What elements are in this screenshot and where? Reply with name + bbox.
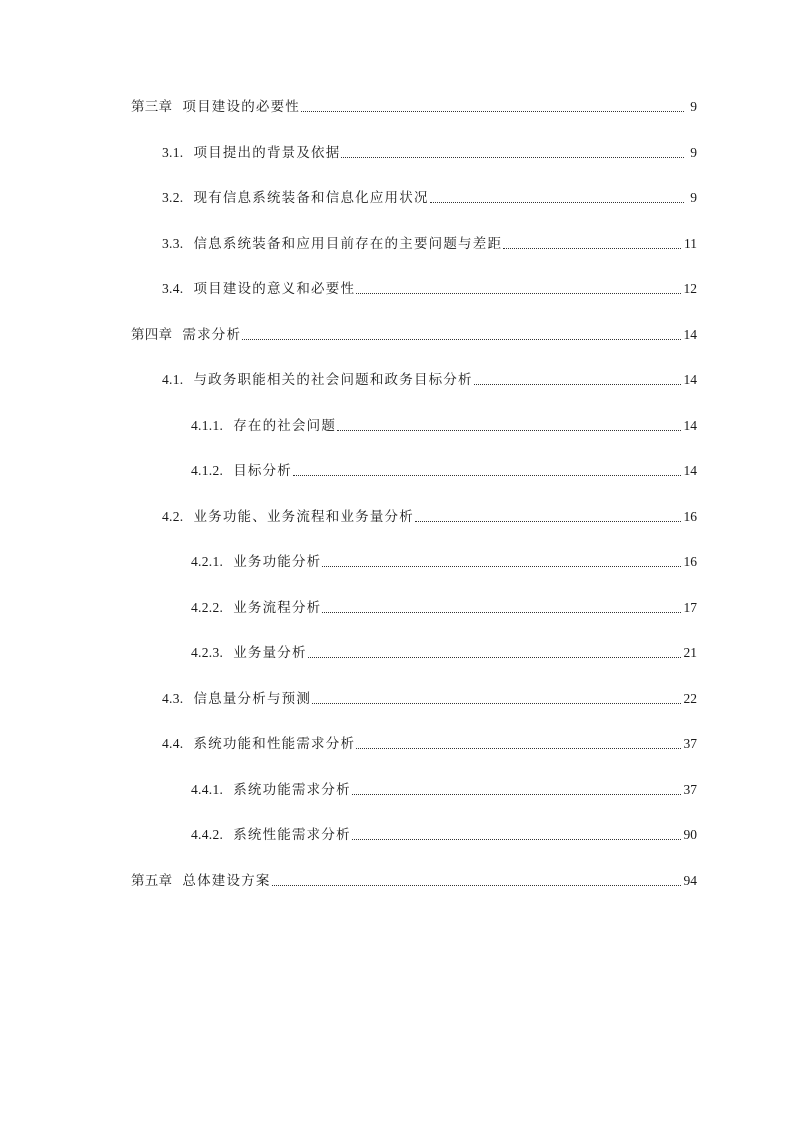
toc-entry-title: 系统功能和性能需求分析 xyxy=(193,736,356,751)
toc-entry-number: 4.4.1. xyxy=(191,782,224,797)
dot-leader xyxy=(430,202,684,203)
toc-entry-number: 3.3. xyxy=(162,236,184,251)
toc-entry-chapter-4[interactable] xyxy=(0,320,793,344)
dot-leader xyxy=(356,293,680,294)
toc-entry-page: 94 xyxy=(683,873,697,888)
toc-entry-title: 系统功能需求分析 xyxy=(233,782,351,797)
toc-entry-number: 第四章 xyxy=(131,327,173,342)
toc-entry-title: 与政务职能相关的社会问题和政务目标分析 xyxy=(193,372,473,387)
toc-entry-page: 12 xyxy=(683,281,697,296)
toc-entry-title: 目标分析 xyxy=(233,463,292,478)
toc-entry-number: 4.1. xyxy=(162,372,184,387)
toc-entry-title: 业务功能、业务流程和业务量分析 xyxy=(193,509,414,524)
toc-entry-page: 9 xyxy=(690,145,697,160)
toc-entry-number: 4.4.2. xyxy=(191,827,224,842)
toc-entry-number: 4.1.1. xyxy=(191,418,224,433)
dot-leader xyxy=(341,157,684,158)
toc-entry-title: 存在的社会问题 xyxy=(233,418,337,433)
dot-leader xyxy=(312,703,680,704)
toc-entry-title: 信息量分析与预测 xyxy=(193,691,312,706)
toc-entry-page: 14 xyxy=(683,372,697,387)
toc-entry-number: 4.1.2. xyxy=(191,463,224,478)
toc-entry-number: 4.2.2. xyxy=(191,600,224,615)
toc-entry-title: 业务量分析 xyxy=(233,645,307,660)
toc-entry-number: 3.1. xyxy=(162,145,184,160)
toc-entry-page: 9 xyxy=(690,99,697,114)
toc-entry-4-2-1[interactable] xyxy=(0,547,793,571)
toc-entry-title: 现有信息系统装备和信息化应用状况 xyxy=(193,190,429,205)
toc-entry-4-3[interactable] xyxy=(0,684,793,708)
toc-entry-page: 16 xyxy=(683,509,697,524)
toc-entry-page: 17 xyxy=(683,600,697,615)
toc-entry-3-2[interactable] xyxy=(0,183,793,207)
toc-entry-number: 4.2. xyxy=(162,509,184,524)
toc-entry-page: 14 xyxy=(683,327,697,342)
dot-leader xyxy=(415,521,681,522)
toc-entry-page: 90 xyxy=(683,827,697,842)
toc-entry-title: 项目建设的必要性 xyxy=(182,99,301,114)
dot-leader xyxy=(293,475,681,476)
toc-entry-number: 第三章 xyxy=(131,99,173,114)
toc-entry-title: 系统性能需求分析 xyxy=(233,827,351,842)
toc-entry-number: 3.2. xyxy=(162,190,184,205)
toc-entry-3-4[interactable] xyxy=(0,274,793,298)
toc-entry-3-1[interactable] xyxy=(0,138,793,162)
toc-entry-4-4-1[interactable] xyxy=(0,775,793,799)
toc-entry-number: 第五章 xyxy=(131,873,173,888)
toc-entry-number: 4.4. xyxy=(162,736,184,751)
toc-entry-page: 14 xyxy=(683,463,697,478)
toc-entry-title: 业务功能分析 xyxy=(233,554,322,569)
dot-leader xyxy=(352,839,681,840)
toc-entry-page: 21 xyxy=(683,645,697,660)
toc-entry-4-4-2[interactable] xyxy=(0,820,793,844)
toc-entry-4-2[interactable] xyxy=(0,502,793,526)
toc-entry-title: 项目建设的意义和必要性 xyxy=(193,281,356,296)
toc-entry-4-2-2[interactable] xyxy=(0,593,793,617)
toc-entry-title: 信息系统装备和应用目前存在的主要问题与差距 xyxy=(193,236,503,251)
toc-entry-page: 16 xyxy=(683,554,697,569)
toc-entry-number: 3.4. xyxy=(162,281,184,296)
toc-entry-chapter-5[interactable] xyxy=(0,866,793,890)
dot-leader xyxy=(242,339,680,340)
toc-entry-title: 总体建设方案 xyxy=(182,873,271,888)
toc-entry-page: 37 xyxy=(683,736,697,751)
toc-entry-page: 9 xyxy=(690,190,697,205)
toc-entry-4-1-1[interactable] xyxy=(0,411,793,435)
dot-leader xyxy=(322,612,680,613)
toc-entry-title: 业务流程分析 xyxy=(233,600,322,615)
toc-entry-page: 14 xyxy=(683,418,697,433)
toc-entry-title: 需求分析 xyxy=(182,327,242,342)
toc-entry-page: 11 xyxy=(684,236,697,251)
toc-entry-number: 4.2.3. xyxy=(191,645,224,660)
toc-entry-number: 4.3. xyxy=(162,691,184,706)
toc-entry-page: 22 xyxy=(683,691,697,706)
toc-entry-4-4[interactable] xyxy=(0,729,793,753)
toc-entry-page: 37 xyxy=(683,782,697,797)
dot-leader xyxy=(308,657,681,658)
dot-leader xyxy=(272,885,681,886)
dot-leader xyxy=(503,248,681,249)
toc-entry-number: 4.2.1. xyxy=(191,554,224,569)
toc-entry-title: 项目提出的背景及依据 xyxy=(193,145,341,160)
toc-entry-3-3[interactable] xyxy=(0,229,793,253)
dot-leader xyxy=(352,794,681,795)
dot-leader xyxy=(301,111,684,112)
toc-entry-4-1-2[interactable] xyxy=(0,456,793,480)
dot-leader xyxy=(356,748,680,749)
toc-entry-chapter-3[interactable] xyxy=(0,92,793,116)
dot-leader xyxy=(474,384,681,385)
toc-entry-4-2-3[interactable] xyxy=(0,638,793,662)
toc-entry-4-1[interactable] xyxy=(0,365,793,389)
dot-leader xyxy=(337,430,680,431)
dot-leader xyxy=(322,566,680,567)
